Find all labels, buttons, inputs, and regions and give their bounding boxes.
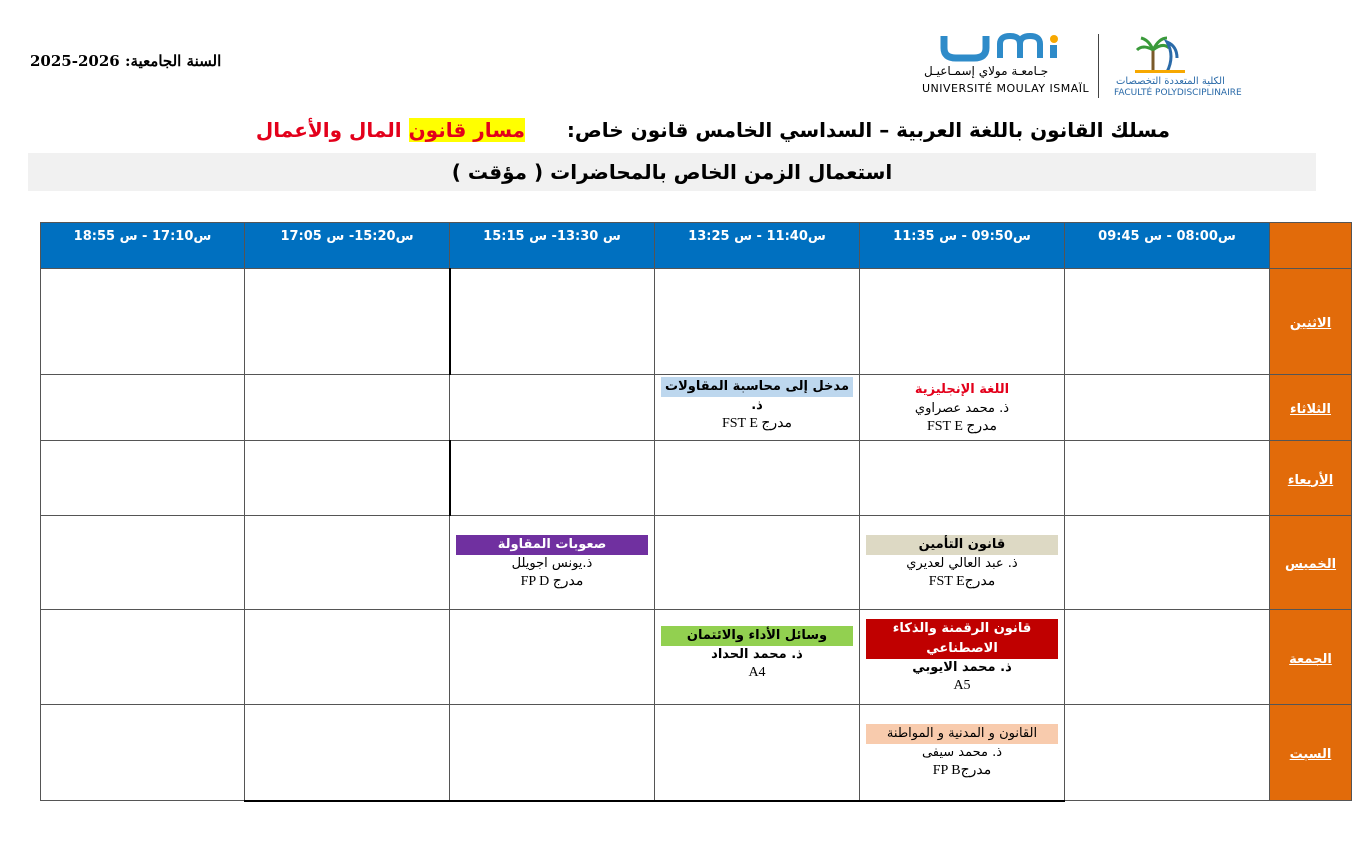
session-payment-credit	[655, 610, 860, 705]
empty-cell	[860, 269, 1065, 375]
empty-cell	[1065, 705, 1270, 801]
empty-cell	[245, 610, 450, 705]
empty-cell	[1065, 375, 1270, 441]
session-professor: ذ. محمد سيفى	[921, 745, 1003, 761]
umi-logo-icon	[940, 32, 1060, 62]
day-label: السبت	[1289, 747, 1332, 762]
session-professor: ذ.يونس اجويلل	[511, 555, 593, 571]
empty-cell	[655, 516, 860, 610]
day-row-thursday	[41, 516, 1352, 610]
academic-year-value: 2025-2026	[30, 52, 120, 70]
empty-cell	[450, 269, 655, 375]
session-title: اللغة الإنجليزية	[914, 381, 1010, 397]
session-title: القانون و المدنية و المواطنة	[866, 724, 1058, 744]
empty-cell	[1065, 441, 1270, 516]
fp-logo-icon	[1133, 32, 1193, 74]
empty-cell	[41, 269, 245, 375]
timeslot-header: س09:50 - س 11:35	[860, 223, 1065, 269]
timetable	[40, 222, 1352, 802]
empty-cell	[1065, 610, 1270, 705]
day-row-tuesday	[41, 375, 1352, 441]
day-label: الاثنين	[1289, 316, 1332, 331]
title-track-highlight: مسار قانون	[408, 118, 526, 142]
academic-year-label: السنة الجامعية:	[124, 52, 222, 70]
timeslot-header: س11:40 - س 13:25	[655, 223, 860, 269]
session-enterprise-difficulties	[450, 516, 655, 610]
fp-name-fr: FACULTÉ POLYDISCIPLINAIRE	[1114, 88, 1242, 98]
day-label: الخميس	[1284, 557, 1337, 572]
day-label: الثلاثاء	[1290, 402, 1331, 417]
empty-cell	[655, 705, 860, 801]
empty-cell	[245, 375, 450, 441]
page-subtitle: استعمال الزمن الخاص بالمحاضرات ( مؤقت )	[28, 153, 1316, 191]
day-label: الأربعاء	[1287, 472, 1334, 488]
empty-cell	[450, 441, 655, 516]
session-room: مدرج FST E	[721, 416, 793, 431]
day-cell	[1270, 516, 1352, 610]
day-cell	[1270, 269, 1352, 375]
empty-cell	[245, 269, 450, 375]
session-title: وسائل الأداء والائتمان	[661, 626, 853, 646]
session-professor: ذ. محمد عصراوي	[914, 400, 1010, 416]
logos	[918, 30, 1258, 102]
day-row-monday	[41, 269, 1352, 375]
timeslot-header: س17:10 - س 18:55	[41, 223, 245, 269]
empty-cell	[450, 705, 655, 801]
fp-name-ar: الكلية المتعددة التخصصات	[1116, 76, 1225, 87]
timeslot-header: س08:00 - س 09:45	[1065, 223, 1270, 269]
empty-cell	[245, 705, 450, 801]
day-cell	[1270, 441, 1352, 516]
day-cell	[1270, 705, 1352, 801]
session-room: مدرجFST E	[928, 573, 996, 589]
session-accounting	[655, 375, 860, 441]
title-main: مسلك القانون باللغة العربية – السداسي الخامس قانون خاص:	[566, 118, 1170, 142]
session-professor: ذ. محمد الحداد	[711, 647, 803, 662]
empty-cell	[41, 610, 245, 705]
timetable-header-row	[41, 223, 1352, 269]
academic-year	[30, 52, 221, 70]
day-row-wednesday	[41, 441, 1352, 516]
session-room: A4	[748, 665, 766, 680]
day-row-saturday	[41, 705, 1352, 801]
session-title: قانون الرقمنة والذكاء الاصطناعي	[866, 619, 1058, 659]
empty-cell	[245, 441, 450, 516]
session-room: A5	[953, 678, 971, 693]
umi-name-fr: UNIVERSITÉ MOULAY ISMAÏL	[922, 82, 1090, 95]
empty-cell	[41, 516, 245, 610]
logo-divider	[1098, 34, 1099, 98]
empty-cell	[450, 375, 655, 441]
session-room: مدرج FST E	[926, 418, 998, 434]
session-title: مدخل إلى محاسبة المقاولات	[661, 377, 853, 397]
day-label: الجمعة	[1289, 651, 1332, 667]
session-room: مدرج FP D	[520, 573, 584, 589]
empty-cell	[1065, 516, 1270, 610]
session-professor: ذ. عبد العالي لعديري	[906, 555, 1018, 571]
empty-cell	[41, 375, 245, 441]
day-cell	[1270, 610, 1352, 705]
empty-cell	[41, 705, 245, 801]
empty-cell	[860, 441, 1065, 516]
empty-cell	[450, 610, 655, 705]
timeslot-header: س15:20- س 17:05	[245, 223, 450, 269]
session-digital-ai-law	[860, 610, 1065, 705]
umi-name-ar: جـامعـة مولاي إسمـاعيـل	[924, 64, 1049, 78]
title-track-rest: المال والأعمال	[255, 118, 402, 142]
empty-cell	[655, 269, 860, 375]
corner-cell	[1270, 223, 1352, 269]
empty-cell	[1065, 269, 1270, 375]
session-title: صعوبات المقاولة	[456, 535, 648, 555]
session-english	[860, 375, 1065, 441]
session-civics	[860, 705, 1065, 801]
timeslot-header: س 13:30- س 15:15	[450, 223, 655, 269]
session-professor: ذ.	[751, 398, 763, 413]
empty-cell	[655, 441, 860, 516]
session-professor: ذ. محمد الايوبي	[912, 660, 1012, 675]
day-row-friday	[41, 610, 1352, 705]
empty-cell	[245, 516, 450, 610]
session-room: مدرجFP B	[932, 763, 992, 779]
session-insurance	[860, 516, 1065, 610]
page-title	[256, 118, 1170, 142]
session-title: قانون التأمين	[866, 535, 1058, 555]
day-cell	[1270, 375, 1352, 441]
empty-cell	[41, 441, 245, 516]
